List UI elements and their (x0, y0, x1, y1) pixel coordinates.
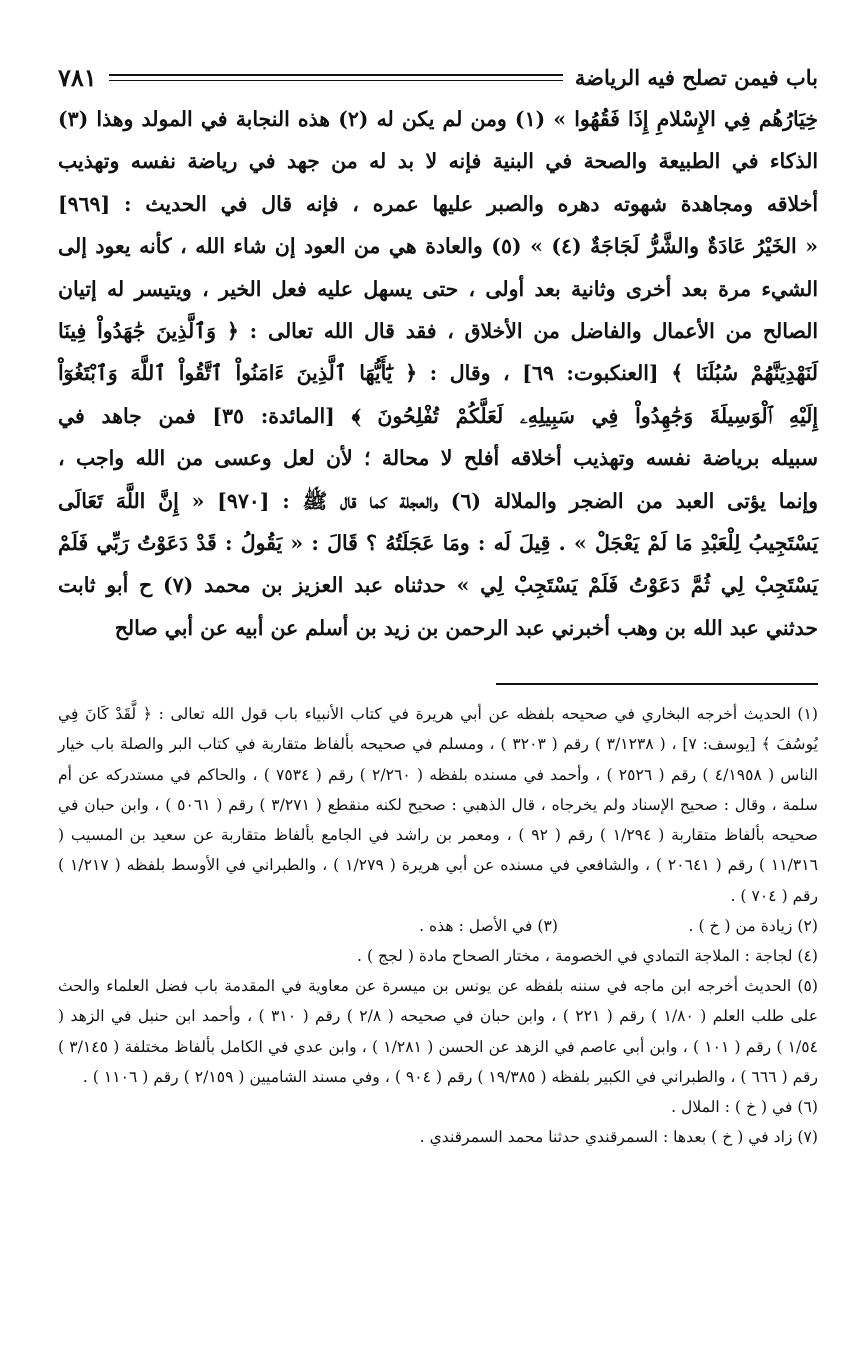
text-line: يَسْتَجِيبُ لِلْعَبْدِ مَا لَمْ يَعْجَلْ » . قِيلَ لَه : ومَا عَجَلَتُهُ ؟ قَالَ : « يَقُولُ : قَدْ دَعَوْتُ رَبِّي فَلَمْ (58, 531, 818, 556)
text-line: الصالح من الأعمال والفاضل من الأخلاق ، فقد قال الله تعالى : ﴿ وَٱلَّذِينَ جَٰهَدُواْ فِينَا (58, 319, 818, 344)
text-line: وإنما يؤتى العبد من الضجر والملالة (٦) والعجلة كما قال ﷺ : [٩٧٠] « إِنَّ اللَّهَ تَعَالَى (58, 488, 818, 513)
text-line: « الخَيْرُ عَادَةٌ والشَّرُّ لَجَاجَةٌ (٤) » (٥) والعادة هي من العود إن شاء الله ، كأنه يعود إلى (58, 234, 818, 259)
text-line: حدثني عبد الله بن وهب أخبرني عبد الرحمن بن زيد بن أسلم عن أبيه عن أبي صالح (114, 615, 818, 640)
footnote-2: (٢) زيادة من ( خ ) . (688, 916, 818, 935)
text-line: لَنَهْدِيَنَّهُمْ سُبُلَنَا ﴾ [العنكبوت: ٦٩] ، وقال : ﴿ يَٰٓأَيُّهَا ٱلَّذِينَ ءَامَنُواْ ٱتَّقُواْ ٱللَّهَ وَٱبْتَغُوٓاْ (58, 361, 818, 386)
text-line: أخلاقه ومجاهدة شهوته دهره والصبر عليها عمره ، فإنه قال في الحديث : [٩٦٩] (58, 191, 818, 216)
chapter-title: باب فيمن تصلح فيه الرياضة (574, 64, 818, 90)
text-line: الشيء مرة بعد أخرى وثانية بعد أولى ، حتى يسهل عليه فعل الخير ، ويتيسر له إتيان (58, 276, 818, 301)
footnote-row-2-3 (58, 911, 818, 941)
running-header (58, 60, 818, 94)
footnote-7: (٧) زاد في ( خ ) بعدها : السمرقندي حدثنا محمد السمرقندي . (419, 1128, 818, 1147)
text-line: يَسْتَجِبْ لِي ثُمَّ دَعَوْتُ فَلَمْ يَسْتَجِبْ لِي » حدثناه عبد العزيز بن محمد (٧) ح أبو ثابت (58, 573, 818, 598)
footnote-1: (١) الحديث أخرجه البخاري في صحيحه بلفظه عن أبي هريرة في كتاب الأنبياء باب قول الله تعالى : ﴿ لَّقَدْ كَانَ فِي يُوسُفَ ﴾ [يوسف: ٧] ، ( ٣/١٢٣٨ ) رقم ( ٣٢٠٣ ) ، ومسلم في صحيحه بألفاظ متقاربة في كتاب البر والصلة باب خيار الناس ( ٤/١٩٥٨ ) رقم ( ٢٥٢٦ ) ، وأحمد في مسنده بلفظه ( ٢/٢٦٠ ) رقم ( ٧٥٣٤ ) ، والحاكم في مستدركه عن أم سلمة ، وقال : صحيح الإسناد ولم يخرجاه ، قال الذهبي : صحيح لكنه منقطع ( ٣/٢٧١ ) رقم ( ٥٠٦١ ) ، وابن حبان في صحيحه بألفاظ متقاربة ( ١/٢٩٤ ) رقم ( ٩٢ ) ، ومعمر بن راشد في الجامع بألفاظ متقاربة عن سعيد بن المسيب ( ١١/٣١٦ ) رقم ( ٢٠٦٤١ ) ، والشافعي في مسنده عن أبي هريرة ( ١/٢٧٩ ) ، والطبراني في الأوسط بلفظه ( ١/٢١٧ ) رقم ( ٧٠٤ ) . (58, 705, 819, 905)
text-line: الذكاء في الطبيعة والصحة في البنية فإنه لا بد له من جهد في رياضة نفسه وتهذيب (58, 149, 818, 174)
footnote-5: (٥) الحديث أخرجه ابن ماجه في سننه بلفظه عن يونس بن ميسرة عن معاوية في المقدمة باب فضل العلماء والحث على طلب العلم ( ١/٨٠ ) رقم ( ٢٢١ ) ، وابن حبان في صحيحه ( ٢/٨ ) رقم ( ٣١٠ ) ، وأحمد ابن حنبل في الزهد ( ١/٥٤ ) رقم ( ١٠١ ) ، وابن أبي عاصم في الزهد عن الحسن ( ١/٢٨١ ) ، وابن عدي في الكامل بألفاظ مختلفة ( ٣/١٤٥ ) رقم ( ٦٦٦ ) ، والطبراني في الكبير بلفظه ( ١٩/٣٨٥ ) رقم ( ٩٠٤ ) ، وفي مسند الشاميين ( ٢/١٥٩ ) رقم ( ١١٠٦ ) . (58, 977, 819, 1086)
header-rule (109, 74, 563, 81)
footnote-4: (٤) لجاجة : الملاجة التمادي في الخصومة ، مختار الصحاح مادة ( لجج ) . (357, 946, 818, 965)
footnotes (58, 699, 818, 1152)
footnote-6: (٦) في ( خ ) : الملال . (671, 1097, 818, 1116)
text-line: سبيله برياضة نفسه وتهذيب أخلاقه أفلح لا محالة ؛ لأن لعل وعسى من الله واجب ، (58, 446, 818, 471)
footnote-separator (496, 683, 818, 685)
footnote-3: (٣) في الأصل : هذه . (419, 916, 558, 935)
text-line: إِلَيْهِ ٱلْوَسِيلَةَ وَجَٰهِدُواْ فِي سَبِيلِهِۦ لَعَلَّكُمْ تُفْلِحُونَ ﴾ [المائدة: ٣٥] فمن جاهد في (58, 403, 818, 428)
main-text (58, 98, 818, 649)
page-number: ٧٨١ (58, 62, 97, 92)
text-line: خِيَارُهُم فِي الإِسْلامِ إِذَا فَقُهُوا » (١) ومن لم يكن له (٢) هذه النجابة في المولد وهذا (٣) (58, 107, 818, 131)
